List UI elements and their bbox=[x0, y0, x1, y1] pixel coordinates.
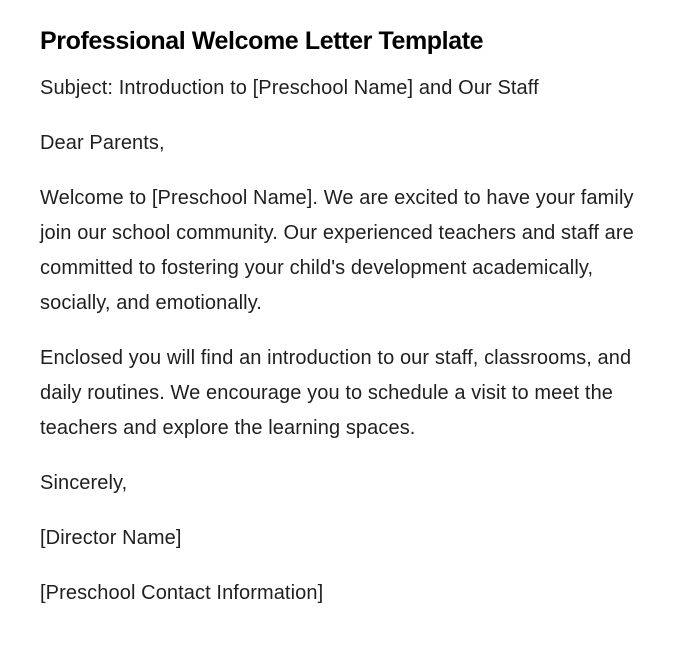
document-title: Professional Welcome Letter Template bbox=[40, 27, 484, 55]
salutation: Dear Parents, bbox=[40, 132, 165, 154]
body-paragraph-welcome: Welcome to [Preschool Name]. We are excited to have your family join our school community. Our experienced teachers and staff are committed to fostering your child's development academically, socially, and emotionally. bbox=[40, 187, 634, 314]
closing: Sincerely, bbox=[40, 472, 128, 494]
signature-placeholder: [Director Name] bbox=[40, 527, 182, 549]
body-paragraph-enclosed: Enclosed you will find an introduction to our staff, classrooms, and daily routines. We encourage you to schedule a visit to meet the teachers and explore the learning spaces. bbox=[40, 347, 632, 439]
letter-page bbox=[40, 26, 640, 631]
contact-placeholder: [Preschool Contact Information] bbox=[40, 582, 324, 604]
subject-line: Subject: Introduction to [Preschool Name] and Our Staff bbox=[40, 77, 539, 99]
